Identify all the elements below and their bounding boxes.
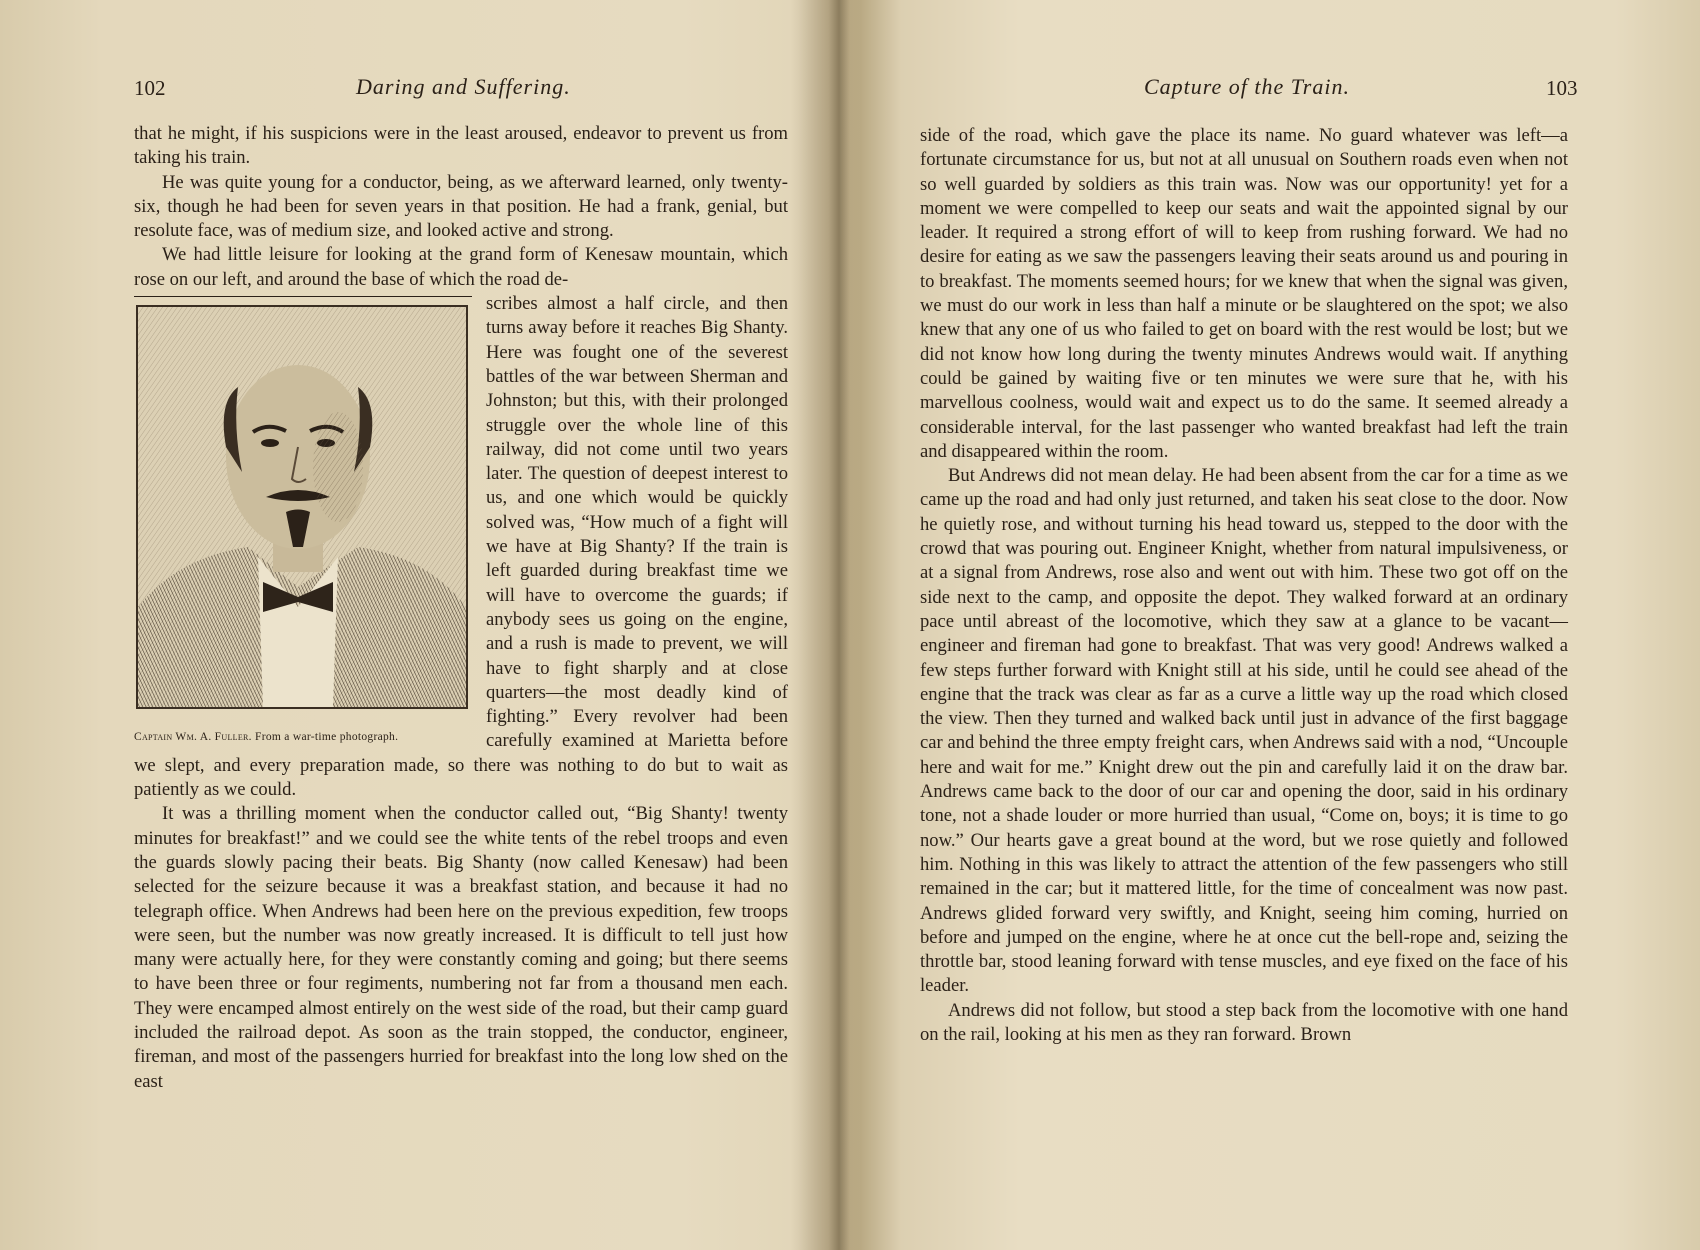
paragraph: that he might, if his suspicions were in the least aroused, endeavor to prevent us from taking his train. (134, 123, 788, 169)
caption-name: Captain Wm. A. Fuller. (134, 731, 252, 744)
paragraph: scribes almost a half circle, and then turns away before it reaches Big Shanty. Here was fought one of the severest battles of the war between Sherman and Johnston; but this, with their prolonged struggle over the whole line of this railway, did not come until two years later. The question of deepest interest to us, and one which would be quickly solved was, “How much of a fight will we have at Big Shanty? If the train is left guarded during breakfast time we will have to overcome the guards; if anybody sees us going on the engine, and a rush is made to prevent, we will have to fight sharply and at close quarters—the most deadly kind of fighting.” Every revolver had been carefully examined at Marietta before we slept, and every preparation made, so there was nothing to do but to wait as patiently as we could. (134, 293, 788, 801)
running-head-right: Capture of the Train. (1144, 74, 1350, 99)
paragraph: He was quite young for a conductor, being, as we afterward learned, only twenty-six, though he had been for seven years in that position. He had a frank, genial, but resolute face, was of medium size, and looked active and strong. (134, 171, 788, 242)
figure-top-rule (134, 296, 472, 297)
portrait-figure (134, 296, 472, 745)
left-page-body (134, 122, 788, 1094)
page-number-right: 103 (1546, 76, 1578, 100)
paragraph: side of the road, which gave the place its name. No guard whatever was left—a fortunate circumstance for us, but not at all unusual on Southern roads even when not so well guarded by soldiers as this train was. Now was our opportunity! yet for a moment we were compelled to keep our seats and wait the appointed signal by our leader. It required a strong effort of will to keep from rushing forward. We had no desire for eating as we saw the passengers leaving their seats around us and pouring in to breakfast. The moments seemed hours; for we knew that when the signal was given, we must do our work in less than half a minute or be slaughtered on the spot; we also knew that any one of us who failed to get on board with the rest would be lost; but we did not know how long during the twenty minutes Andrews would wait. If anything could be gained by waiting five or ten minutes we were sure that he, with his marvellous coolness, would wait and expect us to do the same. It seemed already a considerable interval, for the last passenger who wanted breakfast had left the train and disappeared within the room. (920, 125, 1568, 462)
right-page (850, 0, 1700, 1250)
paragraph: We had little leisure for looking at the grand form of Kenesaw mountain, which rose on our left, and around the base of which the road de- (134, 244, 788, 290)
right-page-body (920, 124, 1568, 1047)
page-number-left: 102 (134, 76, 166, 100)
running-head-left: Daring and Suffering. (356, 74, 571, 99)
paragraph: Andrews did not follow, but stood a step back from the locomotive with one hand on the rail, looking at his men as they ran forward. Brown (920, 999, 1568, 1045)
paragraph: It was a thrilling moment when the conductor called out, “Big Shanty! twenty minutes for breakfast!” and we could see the white tents of the rebel troops and even the guards slowly pacing their beats. Big Shanty (now called Kenesaw) had been selected for the seizure because it was a breakfast station, and because it had no telegraph office. When Andrews had been here on the previous expedition, few troops were seen, but the number was now greatly increased. It is difficult to tell just how many were actually here, for they were constantly coming and going; but there seems to have been three or four regiments, numbering not far from a thousand men each. They were encamped almost entirely on the west side of the road, but their camp guard included the railroad depot. As soon as the train stopped, the conductor, engineer, fireman, and most of the passengers hurried for breakfast into the long low shed on the east (134, 803, 788, 1092)
portrait-engraving (136, 305, 468, 709)
paragraph: But Andrews did not mean delay. He had been absent from the car for a time as we came up the road and had only just returned, and taken his seat close to the door. Now he quietly rose, and without turning his head toward us, stepped to the door with the crowd that was pouring out. Engineer Knight, whether from natural impulsiveness, or at a signal from Andrews, rose also and went out with him. These two got off on the side next to the camp, and opposite the depot. They walked forward at an ordinary pace until abreast of the locomotive, which they saw at a glance to be vacant—engineer and fireman had gone to breakfast. That was very good! Andrews walked a few steps further forward with Knight still at his side, until he could see ahead of the engine that the track was clear as far as a curve a little way up the road which closed the view. Then they turned and walked back until just in advance of the first baggage car and behind the three empty freight cars, when Andrews said with a nod, “Uncouple here and wait for me.” Knight drew out the pin and carefully laid it on the draw bar. Andrews came back to the door of our car and opening the door, said in his ordinary tone, not a shade louder or more hurried than usual, “Come on, boys; it is time to go now.” Our hearts gave a great bound at the word, but we rose quietly and followed him. Nothing in this was likely to attract the attention of the few passengers who still remained in the car; but it mattered little, for the time of concealment was now past. Andrews glided forward very swiftly, and Knight, seeing him coming, hurried on before and jumped on the engine, where he at once cut the bell-rope and, seizing the throttle bar, stood leaning forward with tense muscles, and eye fixed on the face of his leader. (920, 465, 1568, 997)
figure-caption (134, 729, 472, 745)
caption-note: From a war-time photograph. (255, 731, 399, 744)
